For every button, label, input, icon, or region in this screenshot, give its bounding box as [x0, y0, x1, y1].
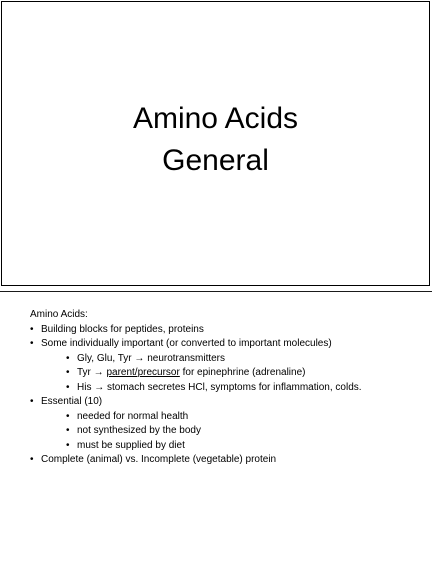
sub-list-item — [66, 439, 425, 454]
bullet-icon: • — [66, 410, 70, 422]
arrow-icon: → — [94, 381, 105, 393]
arrow-icon: → — [93, 367, 104, 378]
list-item-text: Building blocks for peptides, proteins — [41, 323, 204, 335]
bullet-icon: • — [66, 439, 70, 451]
list-item-text: Complete (animal) vs. Incomplete (vegetable) protein — [41, 454, 277, 465]
notes-list — [30, 323, 425, 468]
sub-list-item — [66, 410, 425, 425]
bullet-icon: • — [66, 352, 70, 364]
sub-list-item — [66, 424, 425, 439]
slide-thumbnail — [1, 1, 430, 286]
bullet-icon: • — [30, 396, 34, 407]
bullet-icon: • — [30, 454, 34, 465]
arrow-icon: → — [134, 352, 145, 364]
bullet-icon: • — [66, 367, 70, 378]
sub-list — [30, 352, 425, 396]
notes-divider — [0, 291, 432, 292]
sub-list-item-text: His — [77, 381, 92, 393]
list-item — [30, 337, 425, 395]
list-item-text: Some individually important (or converted to important molecules) — [41, 338, 332, 349]
sub-list-item-text: must be supplied by diet — [77, 439, 185, 451]
slide-title-line-2: General — [162, 144, 269, 177]
sub-list-item-text: stomach secretes HCl, symptoms for inflammation, colds. — [107, 381, 362, 393]
list-item — [30, 453, 425, 468]
sub-list-item — [66, 366, 425, 381]
bullet-icon: • — [30, 338, 34, 349]
speaker-notes — [30, 308, 425, 468]
sub-list — [30, 410, 425, 454]
bullet-icon: • — [66, 381, 70, 393]
sub-list-item — [66, 352, 425, 367]
slide-title — [2, 98, 429, 182]
underlined-term: parent/precursor — [106, 367, 180, 378]
sub-list-item-text: Gly, Glu, Tyr — [77, 352, 132, 364]
bullet-icon: • — [66, 425, 70, 436]
sub-list-item — [66, 381, 425, 396]
sub-list-item-text: needed for normal health — [77, 410, 189, 422]
sub-list-item-text: for epinephrine (adrenaline) — [182, 367, 306, 378]
sub-list-item-text: neurotransmitters — [147, 352, 226, 364]
sub-list-item-text: not synthesized by the body — [77, 425, 201, 436]
bullet-icon: • — [30, 323, 34, 335]
list-item-text: Essential (10) — [41, 396, 103, 407]
slide-title-line-1: Amino Acids — [132, 102, 299, 135]
notes-heading: Amino Acids: — [30, 309, 88, 320]
sub-list-item-text: Tyr — [77, 367, 91, 378]
list-item — [30, 323, 425, 338]
list-item — [30, 395, 425, 453]
